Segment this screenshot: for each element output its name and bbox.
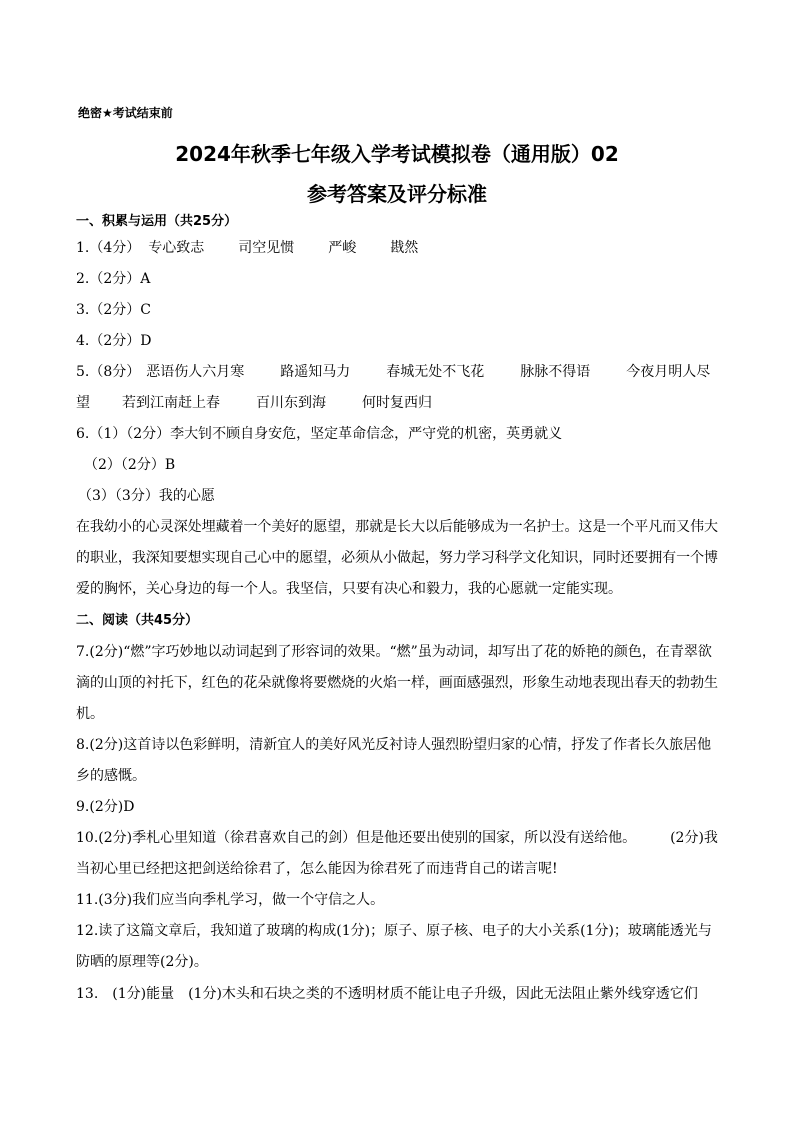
answer-q10-line1 bbox=[76, 828, 718, 848]
q5-answer-1: 恶语伤人六月寒 bbox=[146, 364, 245, 380]
secret-label: 绝密★考试结束前 bbox=[78, 106, 173, 120]
page-title: 2024年秋季七年级入学考试模拟卷（通用版）02 bbox=[175, 142, 619, 166]
answer-q8-line1: 8.(2分)这首诗以色彩鲜明，清新宜人的美好风光反衬诗人强烈盼望归家的心情，抒发了作者长久旅居他 bbox=[76, 737, 712, 753]
answer-q5-line2 bbox=[76, 393, 718, 413]
answer-q12-line1: 12.读了这篇文章后，我知道了玻璃的构成(1分)；原子、原子核、电子的大小关系(1分)；玻璃能透光与 bbox=[76, 923, 712, 939]
q1-answer-1: 专心致志 bbox=[148, 240, 205, 256]
answer-q2: 2.（2分）A bbox=[76, 271, 151, 287]
q5-answer-6: 若到江南赶上春 bbox=[122, 395, 220, 411]
answer-q13: 13. (1分)能量 (1分)木头和石块之类的不透明材质不能让电子升级，因此无法阻止紫外线穿透它们 bbox=[76, 986, 698, 1002]
essay-line-2: 的职业，我深知要想实现自己心中的愿望，必须从小做起，努力学习科学文化知识，同时还要拥有一个博 bbox=[76, 550, 718, 566]
q5-answer-5: 今夜月明人尽 bbox=[626, 364, 711, 380]
essay-line-3: 爱的胸怀，关心身边的每一个人。我坚信，只要有决心和毅力，我的心愿就一定能实现。 bbox=[76, 581, 622, 597]
essay-line-1: 在我幼小的心灵深处埋藏着一个美好的愿望，那就是长大以后能够成为一名护士。这是一个平凡而又伟大 bbox=[76, 519, 718, 535]
page-subtitle: 参考答案及评分标准 bbox=[307, 182, 487, 206]
q5-prefix: 5.（8分） bbox=[76, 364, 141, 380]
q5-answer-8: 何时复西归 bbox=[362, 395, 432, 411]
answer-q8-line2: 乡的感慨。 bbox=[76, 768, 146, 784]
section-heading-2: 二、阅读（共45分） bbox=[76, 613, 199, 628]
answer-q3: 3.（2分）C bbox=[76, 302, 151, 318]
answer-q12-line2: 防晒的原理等(2分)。 bbox=[76, 954, 208, 970]
answer-q7-line2: 滴的山顶的衬托下，红色的花朵就像将要燃烧的火焰一样，画面感强烈，形象生动地表现出春天的勃勃生 bbox=[76, 675, 718, 691]
answer-q10-line2: 当初心里已经把这把剑送给徐君了，怎么能因为徐君死了而违背自己的诺言呢! bbox=[76, 861, 558, 877]
q5-answer-5-end: 望 bbox=[76, 395, 90, 411]
q5-answer-7: 百川东到海 bbox=[256, 395, 326, 411]
q1-answer-3: 严峻 bbox=[328, 240, 357, 256]
q5-answer-4: 脉脉不得语 bbox=[520, 364, 591, 380]
q1-answer-4: 戡然 bbox=[390, 240, 419, 256]
q5-answer-3: 春城无处不飞花 bbox=[386, 364, 485, 380]
answer-q4: 4.（2分）D bbox=[76, 333, 152, 349]
answer-q1 bbox=[76, 238, 718, 258]
answer-q7-line3: 机。 bbox=[76, 706, 104, 722]
answer-q6-3: （3）（3分）我的心愿 bbox=[78, 488, 215, 504]
section-heading-1: 一、积累与运用（共25分） bbox=[76, 214, 238, 229]
q1-prefix: 1.（4分） bbox=[76, 240, 141, 256]
q1-answer-2: 司空见惯 bbox=[238, 240, 295, 256]
answer-q6-2: （2）（2分）B bbox=[84, 457, 176, 473]
q10-part-2: (2分)我 bbox=[670, 830, 718, 846]
answer-q11: 11.(3分)我们应当向季札学习，做一个守信之人。 bbox=[76, 892, 385, 908]
q10-part-1: 10.(2分)季札心里知道（徐君喜欢自己的剑）但是他还要出使别的国家，所以没有送给他。 bbox=[76, 830, 637, 846]
answer-q7-line1: 7.(2分)“燃”字巧妙地以动词起到了形容词的效果。“燃”虽为动词，却写出了花的娇艳的颜色，在青翠欲 bbox=[76, 644, 712, 660]
answer-q5-line1 bbox=[76, 362, 718, 382]
answer-q6-1: 6.（1）（2分）李大钊不顾自身安危，坚定革命信念，严守党的机密，英勇就义 bbox=[76, 426, 563, 442]
answer-q9: 9.(2分)D bbox=[76, 799, 135, 815]
q5-answer-2: 路遥知马力 bbox=[280, 364, 351, 380]
